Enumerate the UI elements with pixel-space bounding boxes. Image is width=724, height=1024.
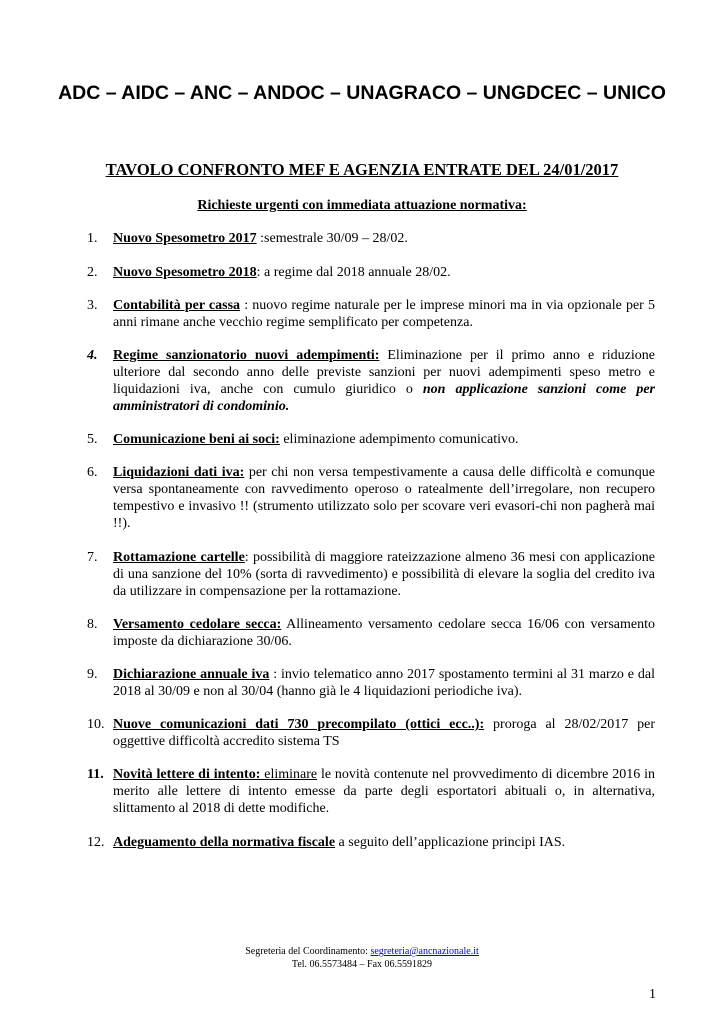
item-emphasis: non applicazione sanzioni come per amministratori di condominio.: [113, 382, 656, 414]
item-heading: Versamento cedolare secca:: [113, 617, 282, 632]
document-subtitle: Richieste urgenti con immediata attuazione normativa:: [197, 198, 527, 213]
item-text: : invio telematico anno 2017 spostamento termini al 31 marzo e dal 2018 al 30/09 e non al 30/04 (hanno già le 4 liquidazioni periodiche iva).: [113, 667, 656, 699]
item-number: 11.: [87, 767, 104, 782]
item-number: 7.: [87, 550, 98, 565]
list-item: [87, 549, 655, 600]
item-text: : possibilità di maggiore rateizzazione almeno 36 mesi con applicazione di una sanzione del 10% (sorta di ravvedimento) e possibilità di elevare la soglia del credito iva da utilizzare in compensazione per la rottamazione.: [113, 550, 656, 599]
item-heading: Comunicazione beni ai soci:: [113, 432, 280, 447]
page-number: 1: [649, 987, 656, 1002]
list-item: [87, 464, 655, 532]
item-heading: Dichiarazione annuale iva: [113, 667, 270, 682]
item-number: 10.: [87, 717, 105, 732]
item-number: 9.: [87, 667, 98, 682]
item-heading: Rottamazione cartelle: [113, 550, 245, 565]
item-heading: Adeguamento della normativa fiscale: [113, 835, 336, 850]
item-text: a seguito dell’applicazione principi IAS.: [335, 835, 566, 850]
item-number: 2.: [87, 265, 98, 280]
item-number: 12.: [87, 835, 105, 850]
item-text: per chi non versa tempestivamente a causa delle difficoltà e comunque versa spontaneamente con ravvedimento operoso o ratealmente dell’irregolare, non recupero tempestivo e invasivo !! (strumento utilizzato solo per scovare veri evasori-chi non pagherà mai !!).: [113, 465, 655, 531]
footer-secretariat: [0, 946, 724, 958]
list-item: [87, 230, 655, 247]
item-heading: Nuovo Spesometro 2017: [113, 231, 257, 246]
item-number: 1.: [87, 231, 98, 246]
list-item: [87, 616, 655, 650]
item-text: eliminazione adempimento comunicativo.: [279, 432, 519, 447]
item-text: Eliminazione per il primo anno e riduzione ulteriore dal secondo anno delle previste sanzioni per nuovi adempimenti speso metro e liquidazioni iva, anche con cumulo giuridico o: [113, 348, 655, 397]
list-item: [87, 766, 655, 817]
item-text: : a regime dal 2018 annuale 28/02.: [256, 265, 451, 280]
footer-label: Segreteria del Coordinamento:: [245, 946, 371, 957]
item-number: 5.: [87, 432, 98, 447]
list-item: [87, 264, 655, 281]
item-heading: Novità lettere di intento:: [113, 767, 261, 782]
item-text: proroga al 28/02/2017 per oggettive difficoltà accredito sistema TS: [113, 717, 655, 749]
item-heading: Liquidazioni dati iva:: [113, 465, 245, 480]
item-number: 3.: [87, 298, 98, 313]
email-link[interactable]: segreteria@ancnazionale.it: [370, 946, 479, 957]
footer-contacts: Tel. 06.5573484 – Fax 06.5591829: [291, 959, 433, 970]
item-number: 8.: [87, 617, 98, 632]
list-item: [87, 834, 655, 851]
item-text-underlined: eliminare: [260, 767, 318, 782]
item-number: 6.: [87, 465, 98, 480]
list-item: [87, 347, 655, 415]
item-text: Allineamento versamento cedolare secca 16/06 con versamento imposte da dichiarazione 30/06.: [113, 617, 655, 649]
item-heading: Regime sanzionatorio nuovi adempimenti:: [113, 348, 380, 363]
list-item: [87, 431, 655, 448]
organizations-title: ADC – AIDC – ANC – ANDOC – UNAGRACO – UNGDCEC – UNICO: [58, 82, 666, 104]
item-heading: Nuove comunicazioni dati 730 precompilato (ottici ecc..):: [113, 717, 485, 732]
item-text: :semestrale 30/09 – 28/02.: [256, 231, 408, 246]
item-heading: Contabilità per cassa: [113, 298, 241, 313]
item-heading: Nuovo Spesometro 2018: [113, 265, 257, 280]
document-title: TAVOLO CONFRONTO MEF E AGENZIA ENTRATE DEL 24/01/2017: [105, 160, 619, 179]
list-item: [87, 716, 655, 750]
item-text: le novità contenute nel provvedimento di dicembre 2016 in merito alle lettere di intento emesse da parte degli esportatori abituali o, in alternativa, slittamento al 2018 di dette modifiche.: [113, 767, 655, 816]
list-item: [87, 666, 655, 700]
list-item: [87, 297, 655, 331]
item-text: : nuovo regime naturale per le imprese minori ma in via opzionale per 5 anni rimane anche vecchio regime semplificato per competenza.: [113, 298, 655, 330]
item-number: 4.: [87, 348, 98, 363]
